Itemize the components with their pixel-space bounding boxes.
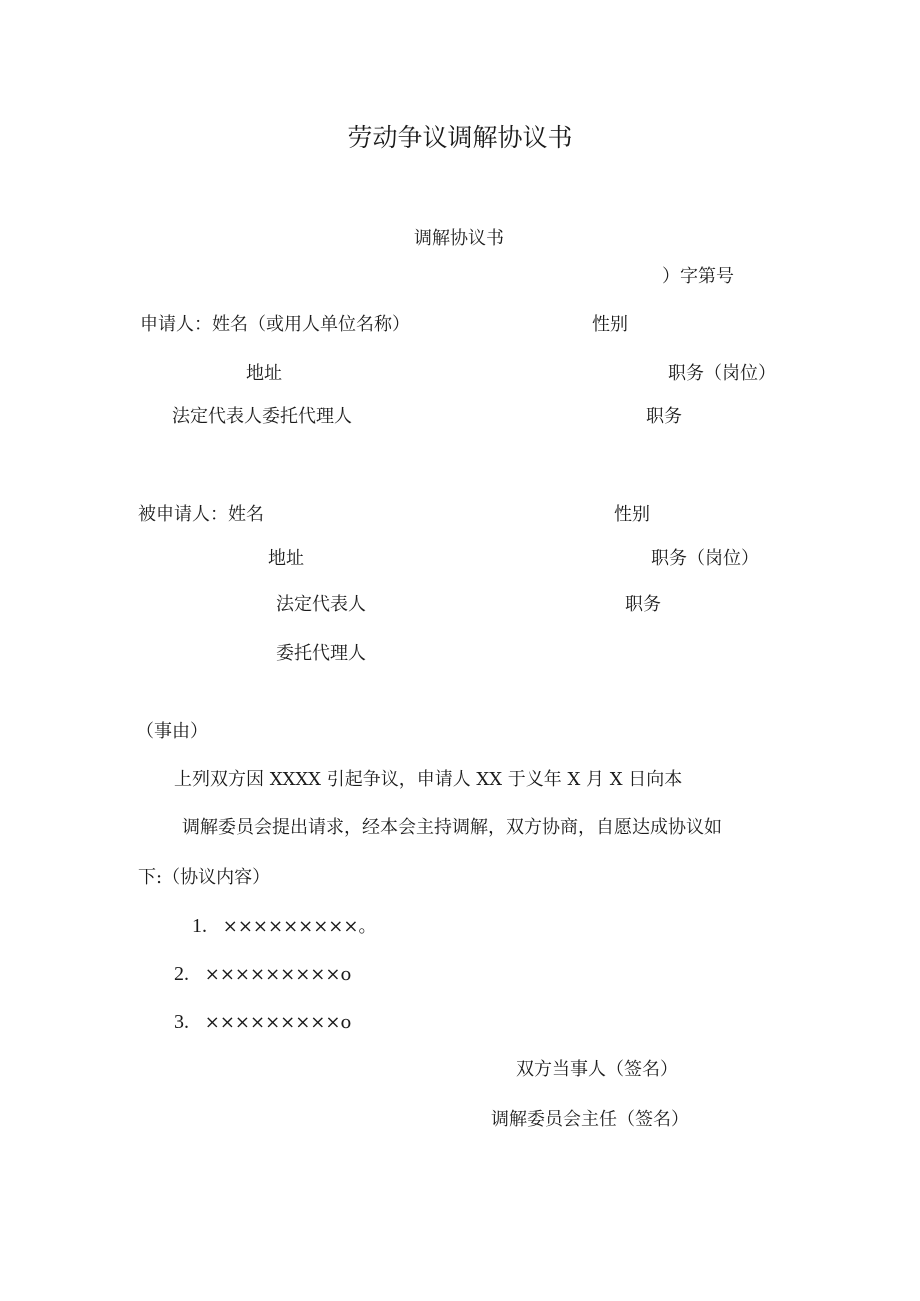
respondent-rep-label: 法定代表人 [276,594,366,615]
item-number: 1. [192,915,207,937]
respondent-name-label: 被申请人：姓名 [138,504,264,525]
subtitle: 调解协议书 [414,228,504,249]
applicant-address-label: 地址 [246,363,282,384]
list-item [192,914,376,939]
applicant-rep-position-label: 职务 [646,406,682,427]
applicant-rep-agent-label: 法定代表人委托代理人 [172,406,352,427]
item-text: ×××××××××。 [222,916,377,937]
applicant-position-label: 职务（岗位） [668,363,776,384]
applicant-gender-label: 性别 [592,314,628,335]
respondent-address-label: 地址 [268,548,304,569]
respondent-position-label: 职务（岗位） [651,548,759,569]
item-text: ×××××××××o [204,1012,352,1033]
respondent-rep-position-label: 职务 [625,594,661,615]
body-line-1: 上列双方因 XXXX 引起争议，申请人 XX 于义年 X 月 X 日向本 [174,769,683,790]
signature-parties: 双方当事人（签名） [516,1059,678,1080]
document-title: 劳动争议调解协议书 [347,123,573,152]
list-item [174,1010,351,1035]
respondent-agent-label: 委托代理人 [276,643,366,664]
respondent-gender-label: 性别 [614,504,650,525]
item-number: 2. [174,963,189,985]
body-line-3: 下:（协议内容） [138,867,271,888]
reason-label: （事由） [136,721,208,742]
item-text: ×××××××××o [204,964,352,985]
list-item [174,962,351,987]
body-line-2: 调解委员会提出请求，经本会主持调解，双方协商，自愿达成协议如 [182,817,722,838]
signature-director: 调解委员会主任（签名） [491,1109,689,1130]
document-number: ）字第号 [662,266,734,287]
applicant-name-label: 申请人：姓名（或用人单位名称） [140,314,410,335]
item-number: 3. [174,1011,189,1033]
